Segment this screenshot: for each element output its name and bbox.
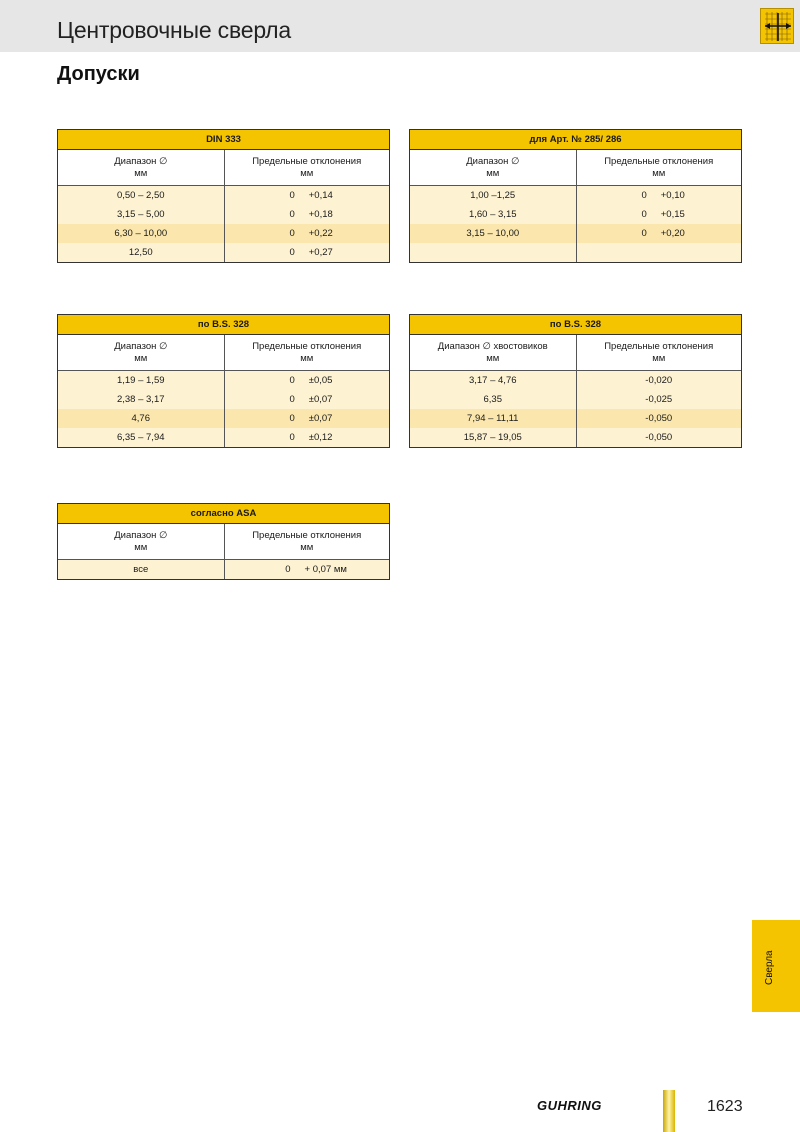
lower-deviation: 0 [285,564,291,575]
table-row [410,224,741,243]
center-drill-grid-icon [760,8,794,44]
table-title: DIN 333 [58,130,389,150]
table-column-headers [410,335,741,371]
deviation-cell [224,186,390,205]
column-header-deviation-unit: мм [300,352,314,364]
upper-deviation: +0,18 [308,209,333,220]
upper-deviation: +0,15 [660,209,685,220]
table-row [58,428,389,447]
range-cell: 6,30 – 10,00 [114,228,168,239]
column-header-deviation [576,335,742,370]
upper-deviation: ±0,07 [308,394,333,405]
table-row [410,390,741,409]
table-row [58,560,389,579]
table-row [58,186,389,205]
column-header-range-label: Диапазон ∅ [466,155,520,167]
table-column-headers [410,150,741,186]
upper-deviation: +0,10 [660,190,685,201]
table-row [58,205,389,224]
range-cell: 6,35 – 7,94 [116,432,165,443]
header-band [0,0,800,52]
table-title: по B.S. 328 [58,315,389,335]
range-cell: 4,76 [131,413,150,424]
table-row [410,243,741,262]
side-tab-label: Сверла [764,950,775,986]
deviation-cell [224,243,390,262]
table-column-headers [58,150,389,186]
range-cell: 3,15 – 10,00 [466,228,520,239]
column-header-range-label: Диапазон ∅ [114,340,168,352]
lower-deviation: 0 [289,375,295,386]
lower-deviation: 0 [289,228,295,239]
lower-deviation: 0 [289,394,295,405]
column-header-range [410,150,576,185]
deviation-cell [224,560,390,579]
column-header-range-unit: мм [486,352,500,364]
column-header-deviation-label: Предельные отклонения [252,340,362,352]
lower-deviation: 0 [289,247,295,258]
deviation-cell [224,428,390,447]
upper-deviation: + 0,07 мм [304,564,347,575]
range-cell: все [133,564,149,575]
table-column-headers [58,524,389,560]
footer-gold-bar [663,1090,675,1132]
column-header-range [58,150,224,185]
upper-deviation: +0,27 [308,247,333,258]
tolerance-table-bs328-shanks [409,314,742,448]
table-row [410,371,741,390]
table-row [410,186,741,205]
table-row [58,409,389,428]
table-column-headers [58,335,389,371]
deviation-cell [224,224,390,243]
table-title: для Арт. № 285/ 286 [410,130,741,150]
range-cell: 12,50 [128,247,153,258]
table-row [410,409,741,428]
range-cell: 15,87 – 19,05 [463,432,522,443]
column-header-deviation [224,150,390,185]
table-row [58,390,389,409]
column-header-range-unit: мм [486,167,500,179]
tolerance-table-din333 [57,129,390,263]
table-title: по B.S. 328 [410,315,741,335]
column-header-deviation [224,524,390,559]
lower-deviation: 0 [289,190,295,201]
column-header-deviation-label: Предельные отклонения [252,155,362,167]
tolerance-table-art-285-286 [409,129,742,263]
side-tab-drills[interactable] [752,920,800,1012]
column-header-range [410,335,576,370]
tolerance-table-bs328 [57,314,390,448]
lower-deviation: 0 [289,209,295,220]
range-cell: 3,15 – 5,00 [116,209,165,220]
brand-logo: GUHRING [537,1098,602,1113]
deviation-cell: -0,050 [576,428,742,447]
range-cell: 2,38 – 3,17 [116,394,165,405]
column-header-deviation [576,150,742,185]
column-header-range-label: Диапазон ∅ хвостовиков [437,340,548,352]
column-header-range-label: Диапазон ∅ [114,529,168,541]
deviation-cell [576,205,742,224]
column-header-deviation-unit: мм [652,167,666,179]
column-header-deviation-unit: мм [652,352,666,364]
upper-deviation: +0,20 [660,228,685,239]
table-row [410,205,741,224]
table-row [58,371,389,390]
column-header-range-unit: мм [134,541,148,553]
range-cell: 0,50 – 2,50 [116,190,165,201]
range-cell: 6,35 [483,394,502,405]
table-row [58,243,389,262]
deviation-cell [576,224,742,243]
column-header-range-unit: мм [134,167,148,179]
deviation-cell [224,205,390,224]
deviation-cell [224,371,390,390]
column-header-range-unit: мм [134,352,148,364]
column-header-deviation [224,335,390,370]
lower-deviation: 0 [641,228,647,239]
upper-deviation: ±0,12 [308,432,333,443]
upper-deviation: +0,22 [308,228,333,239]
range-cell: 1,00 –1,25 [470,190,516,201]
deviation-cell: -0,020 [576,371,742,390]
section-title: Допуски [57,63,140,85]
range-cell: 1,19 – 1,59 [116,375,165,386]
column-header-deviation-label: Предельные отклонения [604,155,714,167]
lower-deviation: 0 [289,413,295,424]
lower-deviation: 0 [641,209,647,220]
column-header-deviation-label: Предельные отклонения [604,340,714,352]
range-cell: 3,17 – 4,76 [468,375,517,386]
upper-deviation: ±0,07 [308,413,333,424]
deviation-cell [224,390,390,409]
deviation-cell [224,409,390,428]
column-header-range-label: Диапазон ∅ [114,155,168,167]
deviation-cell [576,186,742,205]
column-header-deviation-label: Предельные отклонения [252,529,362,541]
table-title: согласно ASA [58,504,389,524]
column-header-range [58,335,224,370]
range-cell: 1,60 – 3,15 [468,209,517,220]
deviation-cell [576,243,742,262]
deviation-cell: -0,050 [576,409,742,428]
range-cell [410,243,576,262]
tolerance-table-asa [57,503,390,580]
range-cell: 7,94 – 11,11 [467,413,519,424]
column-header-range [58,524,224,559]
column-header-deviation-unit: мм [300,167,314,179]
upper-deviation: +0,14 [308,190,333,201]
lower-deviation: 0 [289,432,295,443]
page-number: 1623 [707,1098,743,1115]
lower-deviation: 0 [641,190,647,201]
column-header-deviation-unit: мм [300,541,314,553]
table-row [58,224,389,243]
table-row [410,428,741,447]
page-header-title: Центровочные сверла [57,17,291,43]
deviation-cell: -0,025 [576,390,742,409]
upper-deviation: ±0,05 [308,375,333,386]
